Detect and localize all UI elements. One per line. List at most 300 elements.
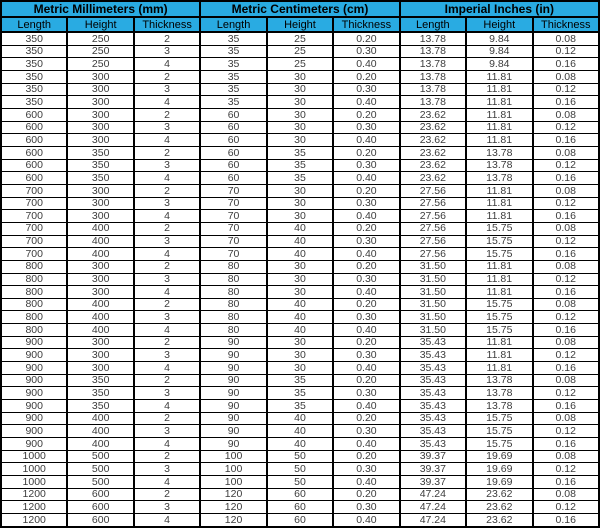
table-row — [1, 336, 599, 349]
table-row — [1, 58, 599, 71]
cell-in-thickness: 0.12 — [533, 501, 600, 514]
cell-cm-height: 30 — [267, 121, 333, 134]
cell-in-length: 35.43 — [400, 412, 466, 425]
cell-mm-length: 350 — [1, 71, 67, 84]
cell-in-height: 11.81 — [466, 71, 532, 84]
cell-in-thickness: 0.12 — [533, 83, 600, 96]
cell-cm-height: 35 — [267, 374, 333, 387]
cell-cm-thickness: 0.40 — [333, 513, 399, 527]
cell-in-thickness: 0.08 — [533, 146, 600, 159]
col-header-cm-thickness: Thickness — [333, 17, 399, 32]
cell-mm-thickness: 3 — [134, 159, 200, 172]
cell-mm-length: 1000 — [1, 463, 67, 476]
cell-cm-length: 70 — [200, 248, 266, 261]
cell-cm-length: 60 — [200, 108, 266, 121]
cell-mm-height: 250 — [67, 58, 133, 71]
cell-cm-thickness: 0.40 — [333, 438, 399, 451]
table-row — [1, 501, 599, 514]
cell-mm-height: 300 — [67, 96, 133, 109]
col-header-in-length: Length — [400, 17, 466, 32]
col-header-in-thickness: Thickness — [533, 17, 600, 32]
cell-cm-height: 40 — [267, 425, 333, 438]
cell-mm-length: 800 — [1, 311, 67, 324]
cell-in-length: 35.43 — [400, 374, 466, 387]
cell-in-height: 15.75 — [466, 412, 532, 425]
cell-mm-length: 900 — [1, 425, 67, 438]
cell-cm-thickness: 0.20 — [333, 260, 399, 273]
cell-cm-length: 60 — [200, 134, 266, 147]
cell-cm-length: 80 — [200, 311, 266, 324]
cell-mm-height: 300 — [67, 273, 133, 286]
cell-cm-height: 35 — [267, 387, 333, 400]
cell-mm-length: 900 — [1, 336, 67, 349]
cell-in-length: 27.56 — [400, 248, 466, 261]
cell-mm-thickness: 3 — [134, 425, 200, 438]
cell-mm-length: 1000 — [1, 450, 67, 463]
cell-mm-length: 700 — [1, 210, 67, 223]
cell-mm-thickness: 3 — [134, 349, 200, 362]
cell-cm-length: 70 — [200, 210, 266, 223]
cell-in-length: 13.78 — [400, 83, 466, 96]
cell-in-length: 27.56 — [400, 222, 466, 235]
cell-cm-length: 90 — [200, 349, 266, 362]
cell-mm-height: 300 — [67, 83, 133, 96]
table-row — [1, 184, 599, 197]
cell-mm-length: 1200 — [1, 488, 67, 501]
cell-in-length: 39.37 — [400, 476, 466, 489]
cell-mm-height: 350 — [67, 146, 133, 159]
cell-in-thickness: 0.08 — [533, 108, 600, 121]
cell-mm-length: 800 — [1, 260, 67, 273]
cell-cm-length: 100 — [200, 476, 266, 489]
cell-cm-length: 80 — [200, 324, 266, 337]
table-row — [1, 374, 599, 387]
cell-cm-thickness: 0.40 — [333, 286, 399, 299]
cell-cm-thickness: 0.40 — [333, 400, 399, 413]
cell-in-thickness: 0.08 — [533, 222, 600, 235]
cell-in-thickness: 0.08 — [533, 298, 600, 311]
cell-in-length: 31.50 — [400, 286, 466, 299]
cell-in-height: 13.78 — [466, 146, 532, 159]
cell-in-thickness: 0.12 — [533, 121, 600, 134]
cell-in-length: 13.78 — [400, 58, 466, 71]
cell-in-height: 9.84 — [466, 45, 532, 58]
cell-cm-length: 35 — [200, 83, 266, 96]
cell-cm-length: 90 — [200, 438, 266, 451]
cell-in-length: 31.50 — [400, 260, 466, 273]
cell-mm-height: 300 — [67, 286, 133, 299]
cell-cm-thickness: 0.40 — [333, 248, 399, 261]
cell-mm-length: 900 — [1, 400, 67, 413]
cell-cm-length: 90 — [200, 412, 266, 425]
table-row — [1, 273, 599, 286]
cell-in-height: 11.81 — [466, 336, 532, 349]
cell-cm-height: 30 — [267, 83, 333, 96]
table-header — [1, 1, 599, 32]
cell-mm-height: 600 — [67, 501, 133, 514]
cell-cm-height: 30 — [267, 349, 333, 362]
cell-cm-height: 30 — [267, 210, 333, 223]
cell-cm-height: 30 — [267, 197, 333, 210]
cell-in-length: 47.24 — [400, 513, 466, 527]
cell-mm-length: 900 — [1, 362, 67, 375]
cell-cm-height: 40 — [267, 298, 333, 311]
col-header-mm-thickness: Thickness — [134, 17, 200, 32]
table-row — [1, 463, 599, 476]
cell-cm-length: 70 — [200, 197, 266, 210]
cell-in-thickness: 0.08 — [533, 374, 600, 387]
cell-mm-length: 350 — [1, 58, 67, 71]
cell-mm-thickness: 3 — [134, 311, 200, 324]
cell-cm-height: 60 — [267, 501, 333, 514]
cell-mm-thickness: 4 — [134, 58, 200, 71]
cell-cm-height: 40 — [267, 248, 333, 261]
cell-cm-length: 100 — [200, 450, 266, 463]
cell-cm-height: 40 — [267, 235, 333, 248]
cell-in-length: 23.62 — [400, 121, 466, 134]
cell-cm-thickness: 0.20 — [333, 146, 399, 159]
cell-in-height: 15.75 — [466, 248, 532, 261]
cell-cm-thickness: 0.30 — [333, 45, 399, 58]
cell-in-length: 35.43 — [400, 336, 466, 349]
cell-mm-length: 600 — [1, 159, 67, 172]
cell-mm-height: 300 — [67, 184, 133, 197]
cell-mm-thickness: 3 — [134, 273, 200, 286]
cell-in-thickness: 0.08 — [533, 260, 600, 273]
cell-in-height: 11.81 — [466, 184, 532, 197]
cell-cm-length: 80 — [200, 286, 266, 299]
cell-mm-thickness: 4 — [134, 438, 200, 451]
cell-in-height: 15.75 — [466, 324, 532, 337]
cell-cm-height: 40 — [267, 222, 333, 235]
cell-in-height: 13.78 — [466, 374, 532, 387]
cell-mm-height: 300 — [67, 134, 133, 147]
cell-cm-thickness: 0.40 — [333, 362, 399, 375]
cell-in-thickness: 0.08 — [533, 488, 600, 501]
cell-in-length: 27.56 — [400, 184, 466, 197]
cell-cm-height: 30 — [267, 108, 333, 121]
col-header-mm-height: Height — [67, 17, 133, 32]
group-header-imperial-inches: Imperial Inches (in) — [400, 1, 599, 17]
cell-cm-length: 70 — [200, 222, 266, 235]
cell-mm-length: 600 — [1, 134, 67, 147]
cell-cm-height: 50 — [267, 463, 333, 476]
cell-in-height: 11.81 — [466, 362, 532, 375]
table-row — [1, 197, 599, 210]
cell-mm-height: 350 — [67, 400, 133, 413]
cell-mm-length: 1200 — [1, 501, 67, 514]
cell-in-length: 47.24 — [400, 501, 466, 514]
cell-cm-length: 90 — [200, 400, 266, 413]
cell-in-height: 15.75 — [466, 425, 532, 438]
cell-in-thickness: 0.16 — [533, 58, 600, 71]
table-row — [1, 222, 599, 235]
cell-in-thickness: 0.12 — [533, 273, 600, 286]
cell-mm-height: 500 — [67, 476, 133, 489]
cell-cm-thickness: 0.40 — [333, 324, 399, 337]
cell-mm-thickness: 4 — [134, 248, 200, 261]
cell-mm-height: 300 — [67, 336, 133, 349]
cell-cm-thickness: 0.20 — [333, 336, 399, 349]
table-row — [1, 400, 599, 413]
cell-in-length: 23.62 — [400, 108, 466, 121]
cell-mm-length: 800 — [1, 273, 67, 286]
cell-cm-height: 30 — [267, 362, 333, 375]
cell-mm-height: 300 — [67, 108, 133, 121]
cell-mm-height: 500 — [67, 463, 133, 476]
cell-cm-length: 35 — [200, 96, 266, 109]
cell-mm-height: 300 — [67, 210, 133, 223]
table-row — [1, 476, 599, 489]
cell-in-thickness: 0.08 — [533, 184, 600, 197]
cell-in-thickness: 0.16 — [533, 362, 600, 375]
group-header-metric-centimeters: Metric Centimeters (cm) — [200, 1, 399, 17]
cell-mm-height: 400 — [67, 438, 133, 451]
cell-in-thickness: 0.12 — [533, 463, 600, 476]
cell-mm-length: 700 — [1, 248, 67, 261]
cell-in-thickness: 0.16 — [533, 248, 600, 261]
table-row — [1, 146, 599, 159]
cell-mm-length: 600 — [1, 108, 67, 121]
cell-cm-thickness: 0.20 — [333, 488, 399, 501]
table-row — [1, 134, 599, 147]
cell-cm-length: 70 — [200, 235, 266, 248]
cell-mm-thickness: 4 — [134, 96, 200, 109]
cell-in-height: 11.81 — [466, 286, 532, 299]
cell-mm-height: 400 — [67, 235, 133, 248]
cell-cm-thickness: 0.30 — [333, 425, 399, 438]
cell-cm-length: 35 — [200, 32, 266, 45]
cell-in-thickness: 0.08 — [533, 450, 600, 463]
cell-cm-height: 30 — [267, 336, 333, 349]
cell-mm-thickness: 3 — [134, 501, 200, 514]
cell-in-thickness: 0.12 — [533, 197, 600, 210]
cell-mm-height: 600 — [67, 513, 133, 527]
cell-mm-length: 900 — [1, 412, 67, 425]
cell-mm-height: 300 — [67, 260, 133, 273]
cell-mm-thickness: 2 — [134, 184, 200, 197]
cell-cm-thickness: 0.30 — [333, 273, 399, 286]
cell-cm-height: 35 — [267, 400, 333, 413]
cell-cm-length: 90 — [200, 374, 266, 387]
cell-mm-length: 900 — [1, 387, 67, 400]
cell-cm-thickness: 0.30 — [333, 159, 399, 172]
cell-cm-length: 90 — [200, 362, 266, 375]
cell-in-height: 23.62 — [466, 513, 532, 527]
cell-cm-length: 60 — [200, 172, 266, 185]
cell-in-height: 11.81 — [466, 121, 532, 134]
cell-in-length: 23.62 — [400, 159, 466, 172]
cell-cm-thickness: 0.40 — [333, 210, 399, 223]
cell-in-height: 13.78 — [466, 172, 532, 185]
cell-mm-length: 350 — [1, 96, 67, 109]
cell-cm-thickness: 0.20 — [333, 32, 399, 45]
table-row — [1, 349, 599, 362]
cell-mm-thickness: 4 — [134, 513, 200, 527]
cell-mm-thickness: 2 — [134, 412, 200, 425]
cell-mm-thickness: 3 — [134, 83, 200, 96]
cell-cm-length: 60 — [200, 146, 266, 159]
cell-cm-length: 35 — [200, 45, 266, 58]
cell-mm-height: 350 — [67, 387, 133, 400]
table-row — [1, 159, 599, 172]
cell-mm-thickness: 2 — [134, 108, 200, 121]
table-row — [1, 260, 599, 273]
cell-mm-thickness: 2 — [134, 298, 200, 311]
cell-in-thickness: 0.16 — [533, 324, 600, 337]
cell-cm-thickness: 0.30 — [333, 387, 399, 400]
cell-cm-thickness: 0.40 — [333, 58, 399, 71]
cell-mm-length: 350 — [1, 45, 67, 58]
table-row — [1, 513, 599, 527]
table-row — [1, 108, 599, 121]
cell-cm-length: 120 — [200, 513, 266, 527]
cell-in-height: 19.69 — [466, 450, 532, 463]
cell-mm-thickness: 3 — [134, 45, 200, 58]
cell-in-thickness: 0.12 — [533, 45, 600, 58]
cell-mm-height: 350 — [67, 159, 133, 172]
cell-in-length: 23.62 — [400, 146, 466, 159]
cell-in-length: 27.56 — [400, 210, 466, 223]
table-body — [1, 32, 599, 527]
cell-in-thickness: 0.12 — [533, 349, 600, 362]
cell-mm-thickness: 4 — [134, 286, 200, 299]
cell-in-height: 11.81 — [466, 349, 532, 362]
cell-mm-height: 300 — [67, 121, 133, 134]
cell-in-height: 9.84 — [466, 32, 532, 45]
cell-cm-height: 25 — [267, 32, 333, 45]
cell-mm-thickness: 4 — [134, 476, 200, 489]
cell-in-length: 23.62 — [400, 172, 466, 185]
cell-mm-height: 250 — [67, 45, 133, 58]
cell-cm-height: 30 — [267, 96, 333, 109]
cell-in-thickness: 0.12 — [533, 387, 600, 400]
table-row — [1, 286, 599, 299]
cell-in-thickness: 0.08 — [533, 32, 600, 45]
cell-cm-length: 120 — [200, 488, 266, 501]
cell-cm-thickness: 0.30 — [333, 121, 399, 134]
cell-in-height: 11.81 — [466, 134, 532, 147]
cell-cm-length: 35 — [200, 71, 266, 84]
cell-in-height: 13.78 — [466, 159, 532, 172]
cell-cm-thickness: 0.30 — [333, 197, 399, 210]
cell-mm-length: 700 — [1, 235, 67, 248]
cell-mm-length: 900 — [1, 349, 67, 362]
cell-in-length: 13.78 — [400, 45, 466, 58]
cell-in-thickness: 0.08 — [533, 336, 600, 349]
cell-mm-length: 800 — [1, 298, 67, 311]
cell-cm-height: 35 — [267, 146, 333, 159]
cell-mm-height: 300 — [67, 349, 133, 362]
cell-in-height: 15.75 — [466, 311, 532, 324]
cell-in-length: 27.56 — [400, 197, 466, 210]
cell-mm-thickness: 2 — [134, 488, 200, 501]
table-row — [1, 71, 599, 84]
cell-in-length: 13.78 — [400, 71, 466, 84]
cell-cm-height: 35 — [267, 172, 333, 185]
cell-cm-thickness: 0.40 — [333, 172, 399, 185]
cell-cm-height: 25 — [267, 45, 333, 58]
cell-mm-length: 800 — [1, 324, 67, 337]
cell-in-thickness: 0.16 — [533, 286, 600, 299]
cell-in-length: 35.43 — [400, 362, 466, 375]
cell-cm-thickness: 0.20 — [333, 374, 399, 387]
cell-cm-thickness: 0.30 — [333, 349, 399, 362]
table-row — [1, 450, 599, 463]
table-row — [1, 298, 599, 311]
cell-mm-thickness: 4 — [134, 172, 200, 185]
cell-mm-thickness: 2 — [134, 222, 200, 235]
cell-in-height: 15.75 — [466, 235, 532, 248]
cell-in-length: 31.50 — [400, 298, 466, 311]
cell-mm-height: 400 — [67, 311, 133, 324]
cell-in-height: 15.75 — [466, 438, 532, 451]
cell-mm-length: 600 — [1, 146, 67, 159]
cell-cm-thickness: 0.40 — [333, 134, 399, 147]
col-header-cm-length: Length — [200, 17, 266, 32]
cell-in-height: 9.84 — [466, 58, 532, 71]
cell-in-height: 11.81 — [466, 273, 532, 286]
cell-in-height: 11.81 — [466, 96, 532, 109]
cell-cm-thickness: 0.40 — [333, 476, 399, 489]
cell-in-length: 27.56 — [400, 235, 466, 248]
cell-cm-thickness: 0.20 — [333, 108, 399, 121]
cell-in-length: 23.62 — [400, 134, 466, 147]
cell-cm-height: 35 — [267, 159, 333, 172]
cell-cm-height: 60 — [267, 488, 333, 501]
cell-cm-height: 40 — [267, 311, 333, 324]
cell-mm-thickness: 2 — [134, 374, 200, 387]
cell-cm-height: 30 — [267, 286, 333, 299]
cell-mm-thickness: 3 — [134, 387, 200, 400]
cell-in-height: 11.81 — [466, 260, 532, 273]
table-row — [1, 235, 599, 248]
cell-mm-length: 700 — [1, 184, 67, 197]
cell-in-length: 35.43 — [400, 387, 466, 400]
cell-in-height: 11.81 — [466, 108, 532, 121]
cell-mm-length: 800 — [1, 286, 67, 299]
cell-in-thickness: 0.08 — [533, 71, 600, 84]
cell-cm-length: 90 — [200, 336, 266, 349]
cell-in-thickness: 0.12 — [533, 159, 600, 172]
cell-mm-length: 350 — [1, 83, 67, 96]
cell-mm-thickness: 4 — [134, 400, 200, 413]
cell-in-length: 39.37 — [400, 450, 466, 463]
cell-mm-height: 400 — [67, 412, 133, 425]
cell-mm-height: 500 — [67, 450, 133, 463]
cell-in-height: 11.81 — [466, 197, 532, 210]
cell-cm-length: 90 — [200, 387, 266, 400]
cell-in-thickness: 0.12 — [533, 425, 600, 438]
column-header-row — [1, 17, 599, 32]
cell-in-length: 13.78 — [400, 32, 466, 45]
cell-in-length: 39.37 — [400, 463, 466, 476]
col-header-mm-length: Length — [1, 17, 67, 32]
cell-mm-thickness: 4 — [134, 210, 200, 223]
cell-cm-thickness: 0.20 — [333, 298, 399, 311]
cell-cm-length: 100 — [200, 463, 266, 476]
cell-cm-height: 40 — [267, 324, 333, 337]
table-row — [1, 45, 599, 58]
cell-mm-length: 1200 — [1, 513, 67, 527]
cell-mm-thickness: 3 — [134, 463, 200, 476]
table-row — [1, 121, 599, 134]
cell-mm-thickness: 4 — [134, 362, 200, 375]
cell-mm-height: 250 — [67, 32, 133, 45]
table-row — [1, 83, 599, 96]
cell-in-height: 13.78 — [466, 400, 532, 413]
cell-in-height: 13.78 — [466, 387, 532, 400]
